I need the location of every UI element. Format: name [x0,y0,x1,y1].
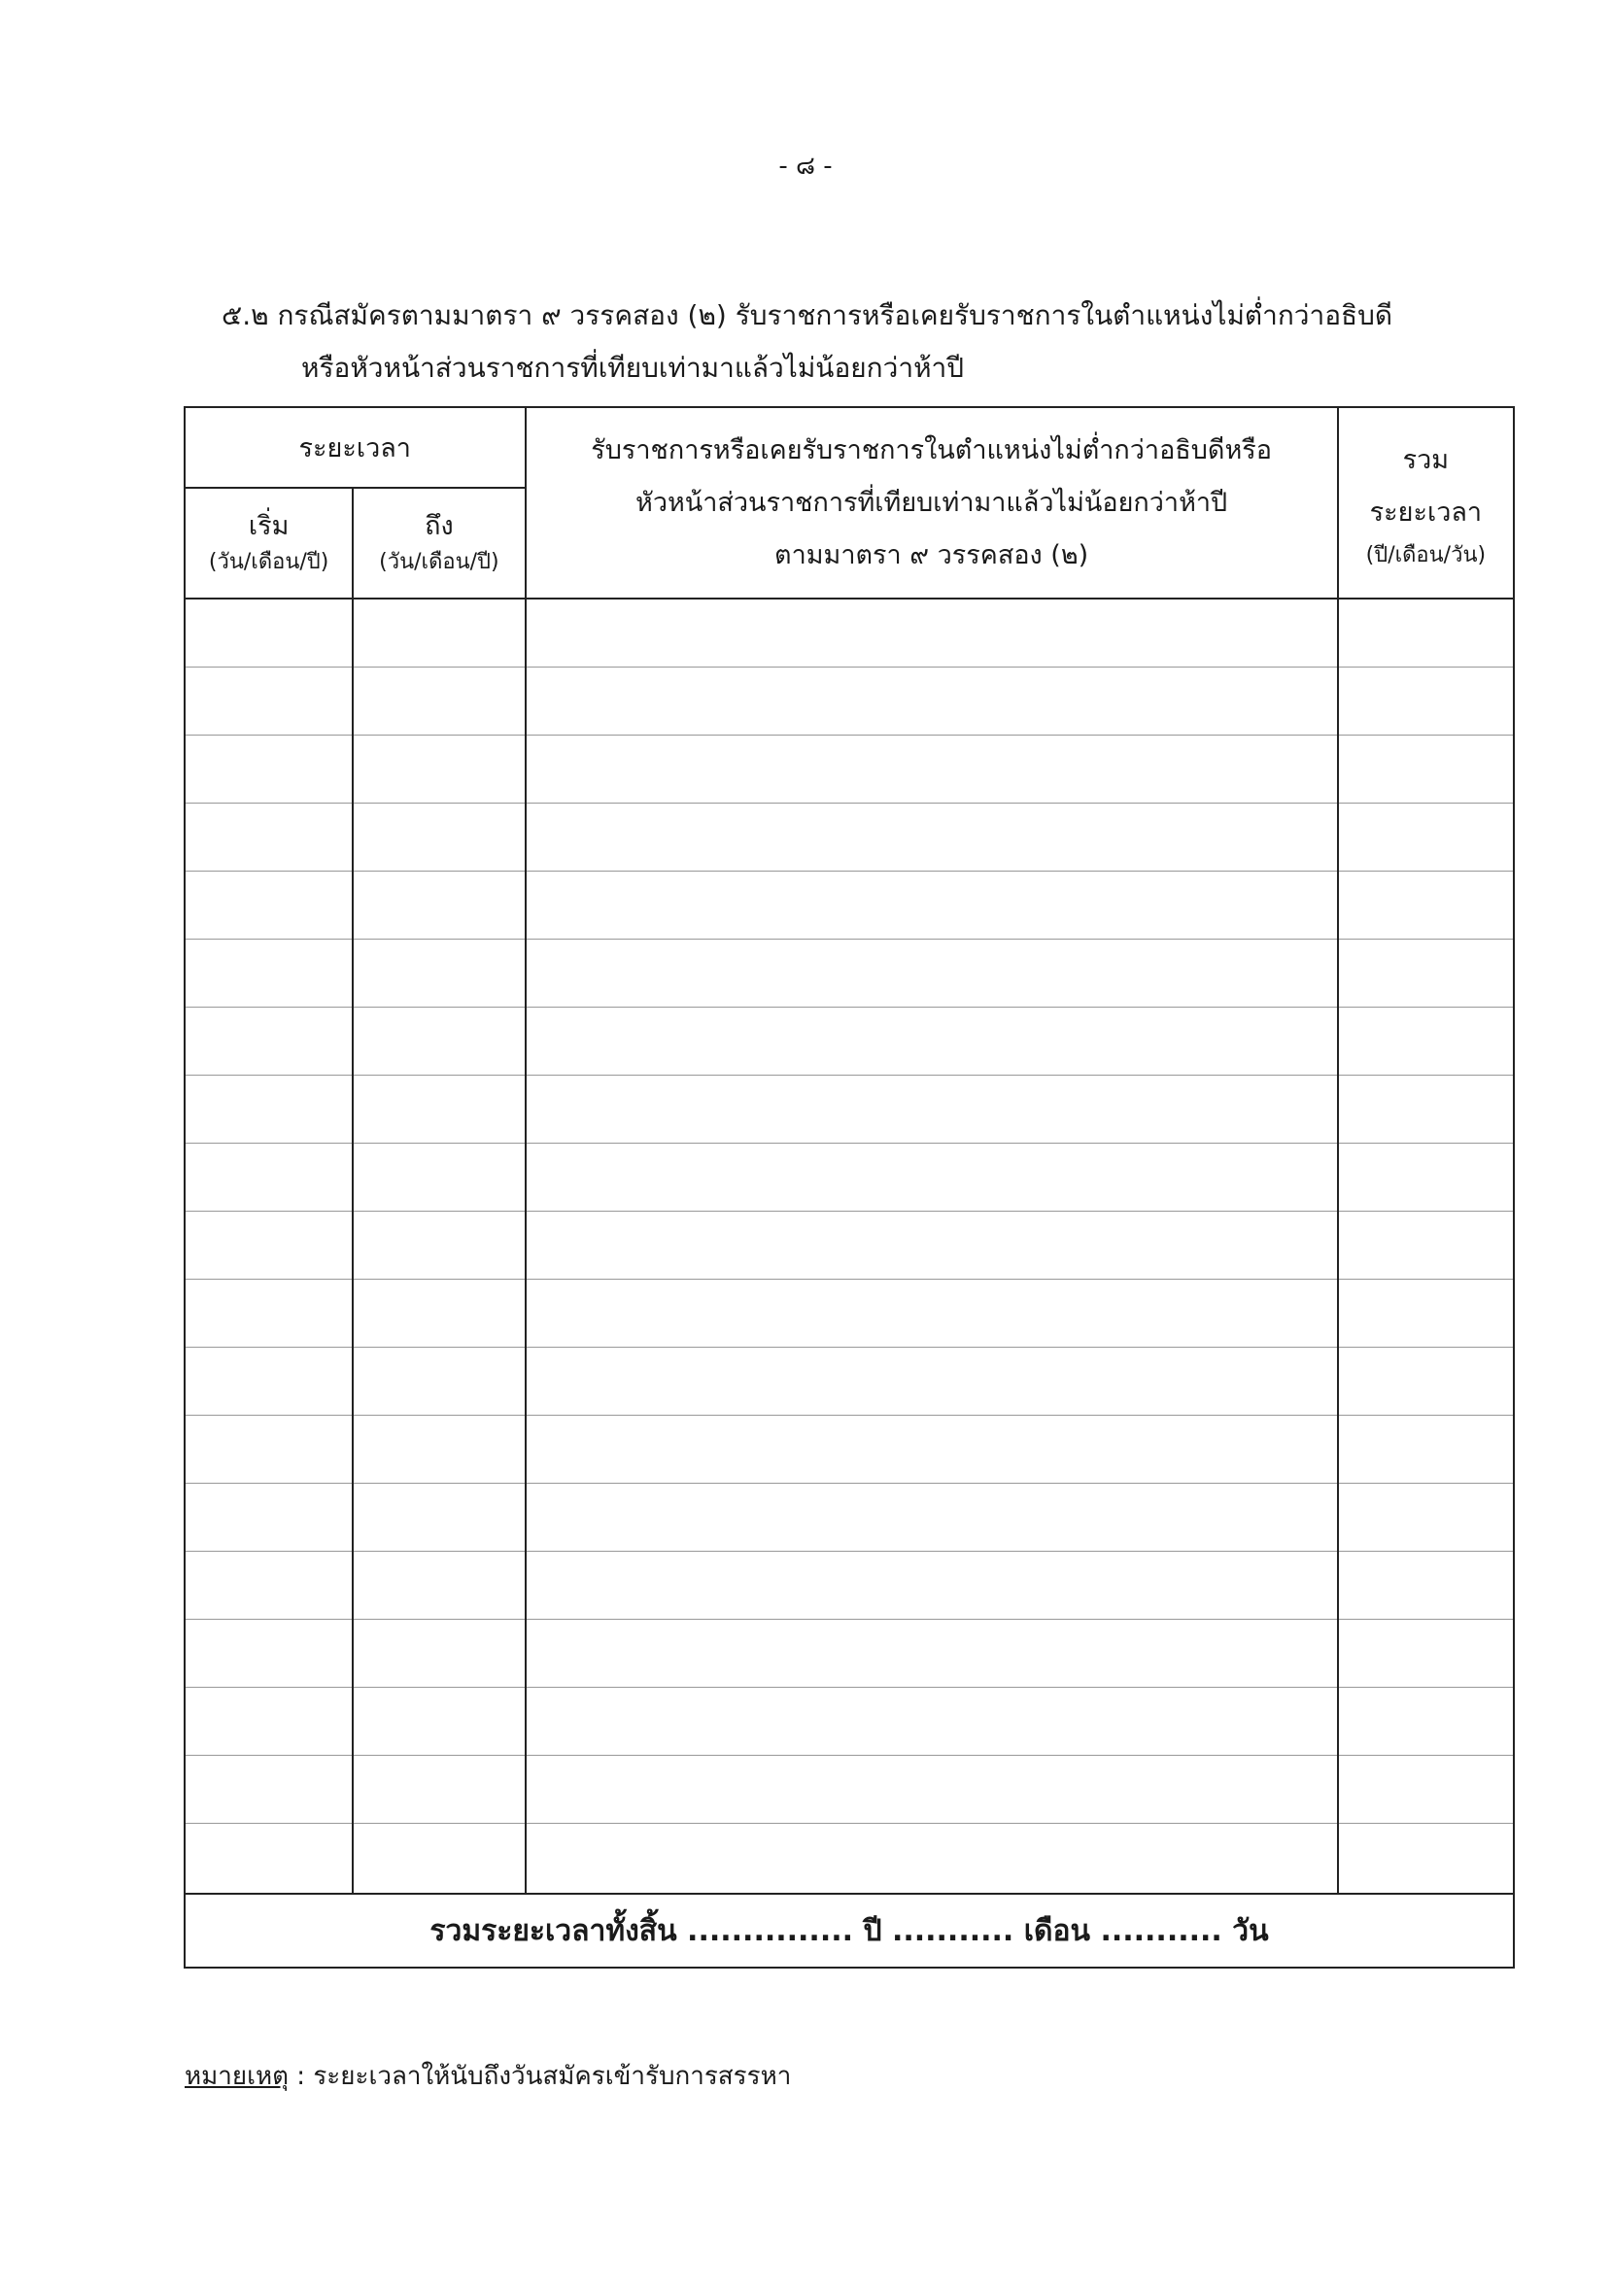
start-date-cell[interactable] [185,736,353,804]
section-heading [222,290,1514,394]
start-date-cell[interactable] [185,1824,353,1895]
end-date-header [353,488,525,599]
total-period-cell[interactable] [1338,1484,1514,1552]
end-date-cell[interactable] [353,1076,525,1144]
note-label: หมายเหตุ [185,2062,290,2091]
description-cell[interactable] [526,1620,1338,1688]
total-period-cell[interactable] [1338,736,1514,804]
end-date-cell[interactable] [353,1212,525,1280]
note [185,2056,791,2096]
end-date-cell[interactable] [353,940,525,1008]
end-date-cell[interactable] [353,1824,525,1895]
description-header [526,407,1338,599]
total-period-cell[interactable] [1338,668,1514,736]
start-date-cell[interactable] [185,1212,353,1280]
total-period-cell[interactable] [1338,1348,1514,1416]
table-row [185,1212,1514,1280]
total-period-cell[interactable] [1338,1756,1514,1824]
table-row [185,940,1514,1008]
start-date-cell[interactable] [185,1756,353,1824]
start-date-unit: (วัน/เดือน/ปี) [208,550,329,574]
description-header-line-1: รับราชการหรือเคยรับราชการในตำแหน่งไม่ต่ำกว่าอธิบดีหรือ [591,434,1272,465]
start-date-cell[interactable] [185,599,353,668]
description-cell[interactable] [526,1688,1338,1756]
table-body [185,599,1514,1894]
total-period-cell[interactable] [1338,872,1514,940]
end-date-cell[interactable] [353,872,525,940]
table-row [185,1484,1514,1552]
table-row [185,1416,1514,1484]
end-date-label: ถึง [425,511,454,541]
end-date-cell[interactable] [353,1280,525,1348]
table-row [185,668,1514,736]
start-date-cell[interactable] [185,804,353,872]
start-date-cell[interactable] [185,668,353,736]
total-period-cell[interactable] [1338,599,1514,668]
total-period-cell[interactable] [1338,1280,1514,1348]
description-cell[interactable] [526,1756,1338,1824]
note-separator: : [289,2062,314,2091]
description-cell[interactable] [526,1484,1338,1552]
total-period-cell[interactable] [1338,1552,1514,1620]
table-row [185,1688,1514,1756]
end-date-cell[interactable] [353,1756,525,1824]
start-date-cell[interactable] [185,1076,353,1144]
total-period-cell[interactable] [1338,1212,1514,1280]
start-date-cell[interactable] [185,1688,353,1756]
start-date-cell[interactable] [185,1144,353,1212]
end-date-cell[interactable] [353,1008,525,1076]
total-summary: รวมระยะเวลาทั้งสิ้น ............... ปี ........... เดือน ........... วัน [185,1894,1514,1968]
end-date-cell[interactable] [353,1416,525,1484]
total-period-cell[interactable] [1338,940,1514,1008]
table-row [185,1076,1514,1144]
end-date-cell[interactable] [353,668,525,736]
table-row [185,1824,1514,1895]
service-period-table [184,406,1515,1969]
start-date-cell[interactable] [185,1008,353,1076]
total-period-cell[interactable] [1338,1688,1514,1756]
table-row [185,1144,1514,1212]
total-period-cell[interactable] [1338,804,1514,872]
description-cell[interactable] [526,1348,1338,1416]
table-row [185,1756,1514,1824]
end-date-cell[interactable] [353,1688,525,1756]
page-number: - ๘ - [778,152,833,181]
description-cell[interactable] [526,1552,1338,1620]
end-date-cell[interactable] [353,1552,525,1620]
description-cell[interactable] [526,1416,1338,1484]
end-date-cell[interactable] [353,736,525,804]
note-text: ระยะเวลาให้นับถึงวันสมัครเข้ารับการสรรหา [313,2062,792,2091]
total-period-cell[interactable] [1338,1008,1514,1076]
end-date-cell[interactable] [353,1348,525,1416]
start-date-cell[interactable] [185,1620,353,1688]
total-header-unit: (ปี/เดือน/วัน) [1365,542,1487,567]
total-period-cell[interactable] [1338,1416,1514,1484]
description-cell[interactable] [526,1008,1338,1076]
total-period-cell[interactable] [1338,1824,1514,1895]
total-period-cell[interactable] [1338,1620,1514,1688]
start-date-cell[interactable] [185,1484,353,1552]
description-cell[interactable] [526,1076,1338,1144]
description-header-line-2: หัวหน้าส่วนราชการที่เทียบเท่ามาแล้วไม่น้อยกว่าห้าปี [635,487,1228,518]
total-period-header [1338,407,1514,599]
table-row [185,736,1514,804]
description-cell[interactable] [526,1824,1338,1895]
description-cell[interactable] [526,736,1338,804]
description-cell[interactable] [526,940,1338,1008]
heading-line-2: หรือหัวหน้าส่วนราชการที่เทียบเท่ามาแล้วไม่น้อยกว่าห้าปี [301,352,965,384]
table-row [185,1008,1514,1076]
description-cell[interactable] [526,668,1338,736]
table-row [185,1620,1514,1688]
heading-line-1: ๕.๒ กรณีสมัครตามมาตรา ๙ วรรคสอง (๒) รับราชการหรือเคยรับราชการในตำแหน่งไม่ต่ำกว่าอธิบดี [222,299,1393,331]
start-date-cell[interactable] [185,1348,353,1416]
description-cell[interactable] [526,804,1338,872]
description-cell[interactable] [526,1144,1338,1212]
table-row [185,804,1514,872]
start-date-cell[interactable] [185,1280,353,1348]
period-header: ระยะเวลา [185,407,526,488]
end-date-cell[interactable] [353,1620,525,1688]
end-date-cell[interactable] [353,599,525,668]
table-row [185,872,1514,940]
start-date-cell[interactable] [185,940,353,1008]
start-date-cell[interactable] [185,1552,353,1620]
total-period-cell[interactable] [1338,1076,1514,1144]
table-row [185,1280,1514,1348]
total-header-line-1: รวม [1402,444,1450,475]
description-cell[interactable] [526,872,1338,940]
table-row [185,1348,1514,1416]
end-date-unit: (วัน/เดือน/ปี) [379,550,499,574]
total-period-cell[interactable] [1338,1144,1514,1212]
description-cell[interactable] [526,1212,1338,1280]
end-date-cell[interactable] [353,1144,525,1212]
table-row [185,599,1514,668]
end-date-cell[interactable] [353,804,525,872]
start-date-cell[interactable] [185,1416,353,1484]
start-date-label: เริ่ม [248,511,290,541]
end-date-cell[interactable] [353,1484,525,1552]
table-row [185,1552,1514,1620]
start-date-cell[interactable] [185,872,353,940]
total-header-line-2: ระยะเวลา [1369,497,1483,528]
start-date-header [185,488,353,599]
description-cell[interactable] [526,599,1338,668]
description-header-line-3: ตามมาตรา ๙ วรรคสอง (๒) [774,539,1089,570]
description-cell[interactable] [526,1280,1338,1348]
